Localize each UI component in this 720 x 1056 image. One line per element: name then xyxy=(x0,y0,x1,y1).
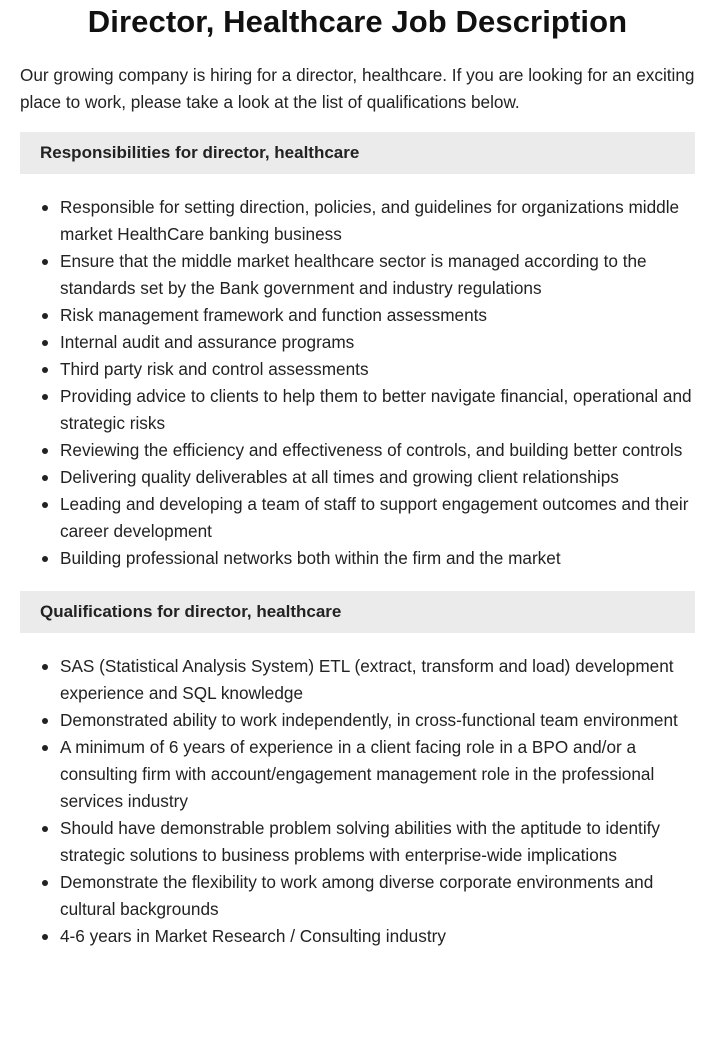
intro-paragraph: Our growing company is hiring for a director, healthcare. If you are looking for an exciting place to work, please take a look at the list of qualifications below. xyxy=(20,65,695,112)
list-item: Internal audit and assurance programs xyxy=(60,329,695,356)
list-item: Leading and developing a team of staff to support engagement outcomes and their career development xyxy=(60,491,695,545)
list-item: Demonstrated ability to work independently, in cross-functional team environment xyxy=(60,707,695,734)
list-item: SAS (Statistical Analysis System) ETL (extract, transform and load) development experience and SQL knowledge xyxy=(60,653,695,707)
list-item: Delivering quality deliverables at all times and growing client relationships xyxy=(60,464,695,491)
list-item: 4-6 years in Market Research / Consulting industry xyxy=(60,923,695,950)
list-item: Building professional networks both within the firm and the market xyxy=(60,545,695,572)
list-item: Risk management framework and function assessments xyxy=(60,302,695,329)
responsibilities-heading: Responsibilities for director, healthcare xyxy=(20,132,695,174)
qualifications-list xyxy=(20,653,695,950)
responsibilities-list xyxy=(20,194,695,572)
list-item: Ensure that the middle market healthcare sector is managed according to the standards set by the Bank government and industry regulations xyxy=(60,248,695,302)
list-item: Third party risk and control assessments xyxy=(60,356,695,383)
list-item: Should have demonstrable problem solving abilities with the aptitude to identify strategic solutions to business problems with enterprise-wide implications xyxy=(60,815,695,869)
page-title: Director, Healthcare Job Description xyxy=(87,4,628,39)
qualifications-heading: Qualifications for director, healthcare xyxy=(20,591,695,633)
list-item: A minimum of 6 years of experience in a client facing role in a BPO and/or a consulting firm with account/engagement management role in the professional services industry xyxy=(60,734,695,815)
list-item: Reviewing the efficiency and effectiveness of controls, and building better controls xyxy=(60,437,695,464)
list-item: Providing advice to clients to help them to better navigate financial, operational and strategic risks xyxy=(60,383,695,437)
list-item: Demonstrate the flexibility to work among diverse corporate environments and cultural backgrounds xyxy=(60,869,695,923)
list-item: Responsible for setting direction, policies, and guidelines for organizations middle market HealthCare banking business xyxy=(60,194,695,248)
